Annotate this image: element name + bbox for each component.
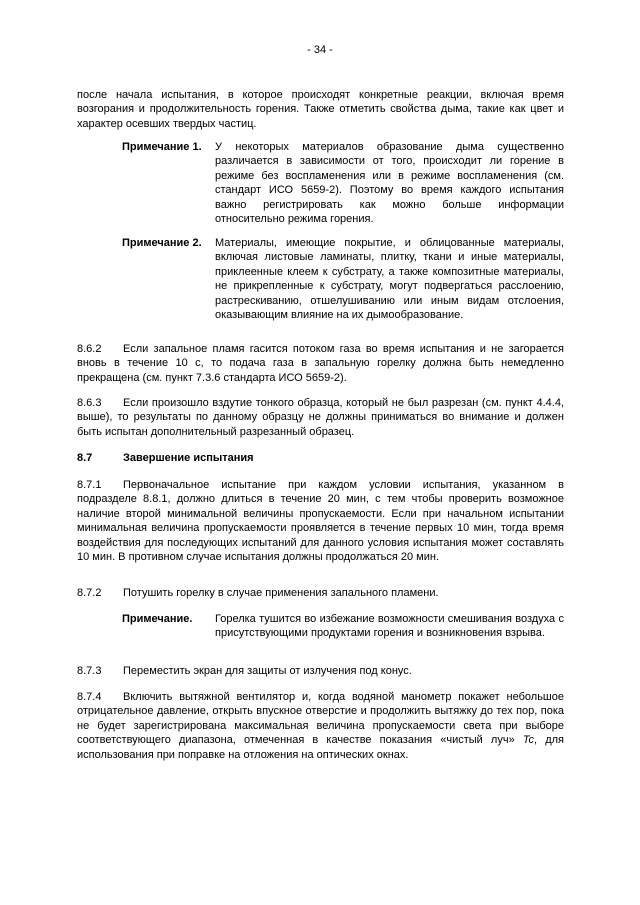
paragraph-number: 8.7.2 xyxy=(77,587,102,599)
note-2-label: Примечание 2. xyxy=(122,237,202,249)
page-number: - 34 - xyxy=(307,44,333,56)
paragraph-number: 8.6.2 xyxy=(77,343,102,355)
paragraph-number: 8.7.4 xyxy=(77,691,102,703)
paragraph-text: Если запальное пламя гасится потоком газа во время испытания и не загорается вновь в течение 10 с, то подача газа в запальную горелку должна быть немедленно прекращена (см. пункт 7.3.6 стандарта ИСО 5659-2). xyxy=(77,343,564,384)
paragraph-8-7-3 xyxy=(77,664,564,678)
paragraph-number: 8.6.3 xyxy=(77,397,102,409)
section-number: 8.7 xyxy=(77,452,93,464)
note-2-text: Материалы, имеющие покрытие, и облицованные материалы, включая листовые ламинаты, плитку, ткани и иные материалы, приклеенные клеем к субстрату, а также композитные материалы, не прикрепленные к субстрату, могут подвергаться расслоению, растрескиванию, отшелушиванию или иным видам отслоения, оказывающим влияние на их дымообразование. xyxy=(215,237,564,322)
paragraph-text: Если произошло вздутие тонкого образца, который не был разрезан (см. пункт 4.4.4, выше), то результаты по данному образцу не должны приниматься во внимание и должен быть испытан дополнительный разрезанный образец. xyxy=(77,397,564,438)
paragraph-text: Переместить экран для защиты от излучения под конус. xyxy=(123,665,412,677)
note-1-label: Примечание 1. xyxy=(122,141,202,153)
note-2 xyxy=(122,236,564,322)
paragraph-text-after: , для использования при поправке на отложения на оптических окнах. xyxy=(77,734,564,761)
section-title: Завершение испытания xyxy=(123,452,254,464)
paragraph-8-7-4 xyxy=(77,690,564,762)
paragraph-text: Потушить горелку в случае применения запального пламени. xyxy=(123,587,439,599)
paragraph-number: 8.7.3 xyxy=(77,665,102,677)
note-3-label: Примечание. xyxy=(122,613,193,625)
note-3-text: Горелка тушится во избежание возможности смешивания воздуха с присутствующими продуктами горения и возникновения взрыва. xyxy=(215,613,564,640)
paragraph-text-before: Включить вытяжной вентилятор и, когда водяной манометр покажет небольшое отрицательное давление, открыть впускное отверстие и продолжить вытяжку до тех пор, пока не будет зарегистрирована максимальная величина пропускаемости света при выборе соответствующего диапазона, отмеченная в качестве показания «чистый луч» xyxy=(77,691,564,747)
note-3 xyxy=(122,612,564,641)
intro-paragraph: после начала испытания, в которое происходят конкретные реакции, включая время возгорания и продолжительность горения. Также отметить свойства дыма, такие как цвет и характер осевших твердых частиц. xyxy=(77,89,564,130)
paragraph-8-6-2 xyxy=(77,342,564,385)
section-heading-8-7 xyxy=(77,452,564,464)
paragraph-8-7-2 xyxy=(77,586,564,600)
paragraph-8-7-1 xyxy=(77,478,564,564)
paragraph-text: Первоначальное испытание при каждом условии испытания, указанном в подразделе 8.8.1, должно длиться в течение 20 мин, с тем чтобы проверить возможное наличие второй минимальной величины пропускаемости. Если при начальном испытании минимальная величина пропускаемости проявляется в течение первых 10 мин, тогда время воздействия для последующих испытаний для данного условия испытания может составлять 10 мин. В противном случае испытания должны продолжаться 20 мин. xyxy=(77,479,564,564)
symbol-tc: Tc xyxy=(522,734,535,747)
note-1 xyxy=(122,140,564,226)
paragraph-8-6-3 xyxy=(77,396,564,439)
paragraph-number: 8.7.1 xyxy=(77,479,102,491)
note-1-text: У некоторых материалов образование дыма существенно различается в зависимости от того, происходит ли горение в режиме без воспламенения или в режиме воспламенения (см. стандарт ИСО 5659-2). Поэтому во время каждого испытания важно регистрировать как можно больше информации относительно режима горения. xyxy=(215,141,564,226)
